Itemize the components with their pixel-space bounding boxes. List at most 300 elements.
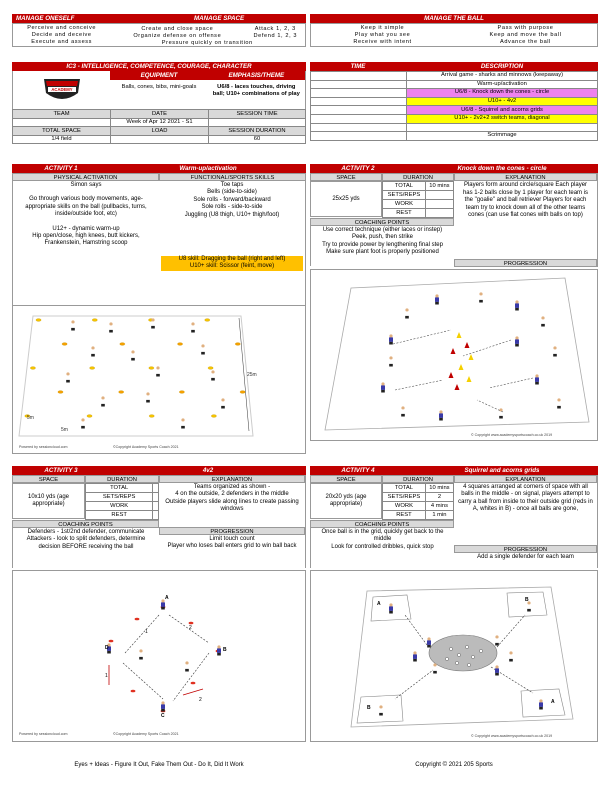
player-head [217, 645, 220, 648]
player-head [499, 408, 502, 411]
player-shorts [146, 400, 150, 403]
player-figure [495, 665, 499, 675]
player-shorts [495, 673, 499, 676]
a2-coaching-line: Use correct technique (either laces or instep) [322, 227, 443, 233]
a2-coaching-line: Peek, push, then strike [351, 234, 414, 241]
schedule-time-cell [311, 97, 407, 106]
player-shorts [151, 326, 155, 329]
player-shirt [509, 654, 513, 659]
a3-progression-label: PROGRESSION [159, 527, 305, 535]
player-figure [381, 382, 385, 392]
player-shorts [439, 418, 443, 421]
player-figure [66, 372, 70, 382]
load-label: LOAD [111, 127, 209, 136]
player-shirt [499, 411, 503, 416]
player-shorts [427, 645, 431, 648]
player-figure [181, 418, 185, 428]
space-line: Create and close space [141, 26, 214, 32]
description-label: DESCRIPTION [406, 62, 598, 71]
player-head [211, 370, 214, 373]
a2-duration-table [382, 181, 454, 218]
session-table [12, 109, 306, 144]
activity-2-name: Knock down the cones - circle [406, 164, 598, 173]
cone [235, 343, 240, 346]
player-head [109, 322, 112, 325]
session-time-label: SESSION TIME [209, 110, 306, 119]
manage-ball-block [310, 14, 598, 47]
player-shorts [156, 374, 160, 377]
a2-progression-label: PROGRESSION [454, 259, 597, 267]
grid-label-a1: A [377, 601, 381, 607]
label-1b: 1 [105, 673, 108, 679]
player-shorts [91, 354, 95, 357]
equipment-label: EQUIPMENT [110, 71, 207, 80]
cone [179, 391, 184, 394]
a3-row-val [153, 502, 159, 511]
schedule-row [311, 89, 598, 98]
player-head [427, 637, 430, 640]
cone [30, 367, 35, 370]
a2-space-label: SPACE [310, 173, 382, 181]
schedule-time-cell [311, 80, 407, 89]
player-head [509, 651, 512, 654]
a2-row-val [425, 191, 453, 200]
player-shirt [379, 708, 383, 713]
player-shorts [185, 669, 189, 672]
date-value: Week of Apr 12 2021 - S1 [111, 119, 209, 127]
player-figure [557, 398, 561, 408]
session-duration-label: SESSION DURATION [209, 127, 306, 136]
player-shorts [509, 659, 513, 662]
footer-right: Copyright © 2021 205 Sports [415, 762, 493, 768]
player-figure [151, 318, 155, 328]
label-1a: 1 [145, 629, 148, 635]
schedule-description-cell: Scrimmage [407, 132, 598, 141]
label-b: B [223, 647, 227, 653]
a3-row-key: REST [86, 511, 153, 520]
a4-row-key: SETS/REPS [383, 493, 426, 502]
player-shirt [139, 652, 143, 657]
player-head [515, 300, 518, 303]
player-shorts [389, 364, 393, 367]
player-shorts [139, 657, 143, 660]
player-shorts [433, 671, 437, 674]
player-shorts [379, 713, 383, 716]
label-2a: 2 [189, 625, 192, 631]
player-shirt [389, 606, 393, 611]
player-figure [427, 637, 431, 647]
ball-line: Receive with intent [353, 39, 412, 46]
manage-space-lines [110, 25, 305, 46]
a4-progression-label: PROGRESSION [454, 545, 597, 553]
player-figure [146, 392, 150, 402]
player-head [389, 356, 392, 359]
player-figure [413, 651, 417, 661]
a4-progression-line: Add a single defender for each team [477, 554, 574, 560]
a4-space-label: SPACE [310, 475, 382, 483]
ball [467, 663, 470, 666]
grid-label-a2: A [551, 699, 555, 705]
player-figure [535, 374, 539, 384]
player-shirt [161, 704, 165, 709]
schedule-row [311, 132, 598, 141]
oneself-line: Decide and deceive [31, 32, 92, 39]
player-shirt [541, 319, 545, 324]
cone [36, 319, 41, 322]
player-head [479, 292, 482, 295]
a4-coaching-line: Look for controlled dribbles, quick stop [331, 543, 434, 550]
player-figure [379, 705, 383, 715]
player-shorts [221, 406, 225, 409]
player-shirt [211, 373, 215, 378]
player-shirt [161, 602, 165, 607]
session-info [12, 62, 306, 144]
a3-row-val [153, 511, 159, 520]
a4-row-val: 4 mins [425, 502, 453, 511]
cone [211, 415, 216, 418]
activity-4-name: Squirrel and acorns grids [406, 466, 598, 475]
player-shirt [156, 369, 160, 374]
cone [92, 319, 97, 322]
player-head [535, 374, 538, 377]
schedule-description-cell: U6/8 - Knock down the cones - circle [407, 89, 598, 98]
player-head [201, 344, 204, 347]
a4-explanation-label: EXPLANATION [454, 475, 597, 483]
player-shorts [381, 390, 385, 393]
player-shirt [389, 359, 393, 364]
a3-progression-line: Player who loses ball enters grid to win ball back [167, 543, 297, 550]
schedule-row [311, 106, 598, 115]
a3-coaching-line: Defenders - 1st/2nd defender, communicate [27, 529, 145, 535]
time-label: TIME [310, 62, 406, 71]
ball [479, 649, 482, 652]
player-figure [217, 645, 221, 655]
cone [208, 367, 213, 370]
a3-duration-table [85, 483, 159, 520]
player-figure [515, 336, 519, 346]
player-shirt [131, 353, 135, 358]
a3-row-key: WORK [86, 502, 153, 511]
disc-cone [109, 640, 114, 643]
player-shorts [211, 378, 215, 381]
player-figure [401, 406, 405, 416]
a4-explanation: 4 squares arranged at corners of space with all balls in the middle - on signal, players attempt to carry a ball from inside to their outside grid (reds in A, whites in B) - once all balls are gone, [458, 484, 593, 513]
disc-cone [131, 690, 136, 693]
player-figure [389, 603, 393, 613]
label-a: A [165, 595, 169, 601]
a2-space-value: 25x25 yds [310, 181, 382, 217]
player-figure [109, 322, 113, 332]
player-shirt [66, 375, 70, 380]
ball-line: Play what you see [354, 32, 411, 39]
a3-explanation-label: EXPLANATION [159, 475, 305, 483]
player-figure [101, 396, 105, 406]
a2-row-key: WORK [383, 200, 426, 209]
player-shorts [539, 707, 543, 710]
manage-ball-title: MANAGE THE BALL [310, 14, 598, 23]
a4-row-key: REST [383, 511, 426, 520]
player-shirt [553, 349, 557, 354]
shield-logo-icon [40, 75, 84, 105]
ball-line: Keep it simple [360, 25, 405, 31]
player-figure [185, 661, 189, 671]
disc-cone [135, 618, 140, 621]
player-shorts [131, 358, 135, 361]
player-shirt [413, 654, 417, 659]
cone [58, 391, 63, 394]
ic3-title: IC3 - INTELLIGENCE, COMPETENCE, COURAGE, CHARACTER [12, 62, 306, 71]
player-shorts [405, 316, 409, 319]
schedule-time-cell [311, 123, 407, 132]
player-head [495, 635, 498, 638]
activity-1-field [13, 306, 305, 453]
schedule [310, 62, 598, 141]
equipment-value: Balls, cones, bibs, mini-goals [121, 84, 197, 90]
activity-3-name: 4v2 [110, 466, 306, 475]
player-head [156, 366, 159, 369]
a2-row-key: REST [383, 209, 426, 218]
player-figure [389, 356, 393, 366]
cone [205, 319, 210, 322]
activity-4-diagram [310, 570, 598, 742]
player-head [389, 334, 392, 337]
a2-row-val: 10 mins [425, 182, 453, 191]
player-figure [161, 701, 165, 711]
date-label: DATE [111, 110, 209, 119]
player-figure [541, 316, 545, 326]
activity-2 [310, 164, 598, 454]
cone [119, 391, 124, 394]
a4-row-key: TOTAL [383, 484, 426, 493]
player-shirt [495, 668, 499, 673]
player-shorts [527, 609, 531, 612]
player-head [401, 406, 404, 409]
a2-row-key: TOTAL [383, 182, 426, 191]
player-shirt [146, 395, 150, 400]
a4-coaching-line: Once ball is in the grid, quickly get back to the middle [321, 529, 444, 543]
a3-space-value: 10x10 yds (age appropriate) [12, 483, 85, 519]
player-shorts [389, 611, 393, 614]
player-shirt [381, 385, 385, 390]
label-c: C [161, 713, 165, 719]
player-figure [201, 344, 205, 354]
player-shirt [217, 648, 221, 653]
player-figure [91, 346, 95, 356]
player-shorts [201, 352, 205, 355]
total-space-label: TOTAL SPACE [13, 127, 111, 136]
grid-label-b1: B [367, 705, 371, 711]
manage-space-title: MANAGE SPACE [110, 14, 306, 23]
activity-1 [12, 164, 306, 454]
a1-right-line: Bells (side-to-side) [207, 189, 257, 196]
ball-line: Advance the ball [500, 39, 551, 46]
player-shorts [535, 382, 539, 385]
a4-space-value: 20x20 yds (age appropriate) [310, 483, 382, 519]
ball-line: Keep and move the ball [489, 32, 562, 39]
player-figure [221, 398, 225, 408]
player-shirt [71, 323, 75, 328]
player-shirt [479, 295, 483, 300]
a4-duration-table [382, 483, 454, 520]
player-head [101, 396, 104, 399]
ball [445, 657, 448, 660]
player-shirt [191, 325, 195, 330]
u10-skill: U10+ skill: Scissor (feint, move) [161, 263, 303, 270]
activity-2-title: ACTIVITY 2 [310, 164, 406, 173]
emphasis-value: U6/8 - laces touches, driving ball; U10+ combinations of play [212, 84, 300, 97]
schedule-row [311, 80, 598, 89]
player-head [539, 699, 542, 702]
schedule-description-cell: Arrival game - sharks and minnows (keepaway) [407, 72, 598, 81]
a1-right-line: Toe taps [220, 182, 244, 188]
player-figure [433, 663, 437, 673]
player-head [553, 346, 556, 349]
activity-4-title: ACTIVITY 4 [310, 466, 406, 475]
activity-4-field [311, 571, 597, 741]
oneself-line: Execute and assess [31, 39, 93, 46]
a1-left-line: Simon says [70, 182, 102, 188]
a2-explanation: Players form around circle/square Each player has 1-2 balls close by 1 player for each team is the "goalie" and ball retriever Players for each team try to knock down all of the other teams cones (can use flat cones with balls on top) [462, 182, 589, 219]
functional-skills-label: FUNCTIONAL/SPORTS SKILLS [159, 173, 306, 181]
schedule-row [311, 114, 598, 123]
player-shorts [217, 653, 221, 656]
cone [149, 367, 154, 370]
a1-left-line: U12+ - dynamic warm-up [52, 225, 120, 232]
load-value [111, 136, 209, 144]
a2-foot-right: © Copyright www.academysportscoach.co.uk 2019 [471, 433, 553, 437]
a4-row-val: 10 mins [425, 484, 453, 493]
player-shorts [181, 426, 185, 429]
a3-foot-center: ©Copyright Academy Sports Coach 2021 [113, 732, 179, 736]
player-shirt [435, 297, 439, 302]
a3-coaching-label: COACHING POINTS [12, 520, 159, 528]
player-figure [539, 699, 543, 709]
schedule-row [311, 72, 598, 81]
schedule-description-cell: U10+ - 4v2 [407, 97, 598, 106]
player-shirt [515, 339, 519, 344]
player-figure [495, 635, 499, 645]
a3-explanation-line: Teams organized as shown - [193, 484, 271, 490]
functional-skills-text [159, 181, 305, 305]
a2-duration-label: DURATION [382, 173, 454, 181]
schedule-row [311, 123, 598, 132]
ball-line: Pass with purpose [497, 25, 554, 31]
activity-1-title: ACTIVITY 1 [12, 164, 110, 173]
schedule-time-cell [311, 132, 407, 141]
a1-right-line: Sole rolls - side-to-side [201, 204, 263, 211]
player-head [433, 663, 436, 666]
a2-row-key: SETS/REPS [383, 191, 426, 200]
player-shirt [515, 303, 519, 308]
activity-3-title: ACTIVITY 3 [12, 466, 110, 475]
disc-cone [191, 682, 196, 685]
cone [90, 367, 95, 370]
physical-activation-label: PHYSICAL ACTIVATION [12, 173, 159, 181]
a2-coaching-line: Make sure plant foot is properly positioned [326, 249, 439, 256]
player-head [185, 661, 188, 664]
player-shorts [479, 300, 483, 303]
cone [177, 343, 182, 346]
player-head [161, 701, 164, 704]
player-figure [211, 370, 215, 380]
a1-left-line: Go through various body movements, age-appropriate skills on the ball (pullbacks, turns, inside/outside foot, etc) [25, 196, 147, 218]
cone [87, 415, 92, 418]
a2-explanation-label: EXPLANATION [454, 173, 597, 181]
team-label: TEAM [13, 110, 111, 119]
a3-row-val [153, 484, 159, 493]
player-head [515, 336, 518, 339]
player-figure [131, 350, 135, 360]
a3-row-key: SETS/REPS [86, 493, 153, 502]
a3-explanation-line: Outside players slide along lines to create passing windows [165, 498, 299, 513]
label-2b: 2 [199, 697, 202, 703]
player-shirt [495, 638, 499, 643]
cone [240, 391, 245, 394]
player-head [151, 318, 154, 321]
player-head [381, 382, 384, 385]
schedule-row [311, 97, 598, 106]
player-head [435, 294, 438, 297]
player-shirt [433, 666, 437, 671]
player-shirt [539, 702, 543, 707]
player-shirt [185, 664, 189, 669]
player-figure [479, 292, 483, 302]
player-head [495, 665, 498, 668]
player-shorts [401, 414, 405, 417]
activity-2-field [311, 270, 597, 440]
player-figure [509, 651, 513, 661]
player-shirt [439, 413, 443, 418]
player-head [405, 308, 408, 311]
player-shorts [541, 324, 545, 327]
player-shorts [107, 651, 111, 654]
a1-right-line: Juggling (U8 thigh, U10+ thigh/foot) [184, 211, 280, 218]
schedule-table [310, 71, 598, 141]
a3-progression-line: Limit touch count [209, 536, 255, 542]
player-shorts [557, 406, 561, 409]
label-d: D [105, 645, 109, 651]
grid-label-b2: B [525, 597, 529, 603]
player-figure [71, 320, 75, 330]
player-shirt [181, 421, 185, 426]
player-head [146, 392, 149, 395]
schedule-description-cell: U6/8 - Squirrel and acorns grids [407, 106, 598, 115]
a2-row-val [425, 209, 453, 218]
a4-row-key: WORK [383, 502, 426, 511]
activity-2-diagram [310, 269, 598, 441]
manage-oneself-space-block [12, 14, 306, 47]
player-shorts [81, 426, 85, 429]
player-shorts [553, 354, 557, 357]
player-shirt [151, 321, 155, 326]
player-figure [435, 294, 439, 304]
cone [149, 415, 154, 418]
activity-1-name: Warm-up/activation [110, 164, 306, 173]
player-figure [191, 322, 195, 332]
player-shirt [201, 347, 205, 352]
player-shorts [515, 344, 519, 347]
a4-row-val: 2 [425, 493, 453, 502]
a3-row-key: TOTAL [86, 484, 153, 493]
u8-skill: U8 skill: Dragging the ball (right and left) [161, 256, 303, 263]
player-figure [515, 300, 519, 310]
a1-left-line: Hip open/close, high knees, butt kickers, Frankenstein, Hamstring scoop [32, 233, 140, 247]
a3-duration-label: DURATION [85, 475, 159, 483]
player-figure [553, 346, 557, 356]
defend-line: Defend 1, 2, 3 [253, 33, 298, 39]
player-shorts [413, 659, 417, 662]
player-head [439, 410, 442, 413]
